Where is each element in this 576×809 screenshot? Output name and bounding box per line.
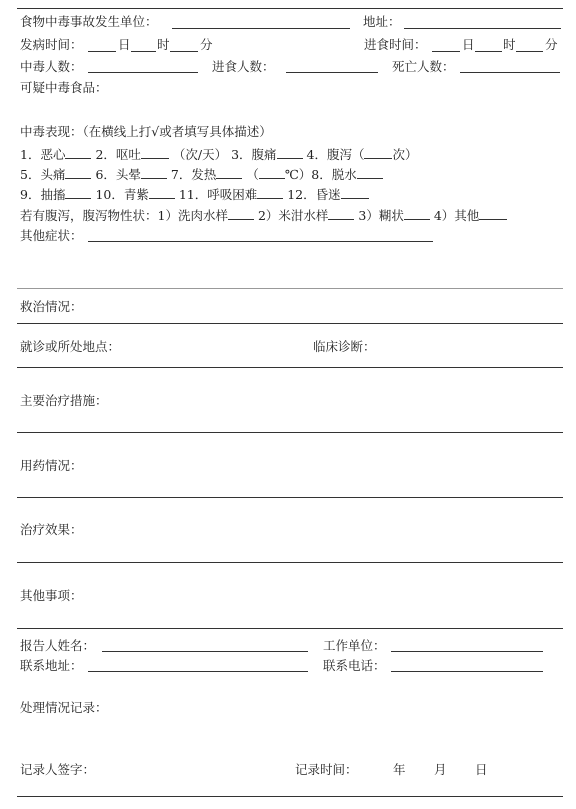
onset-day-unit: 日 xyxy=(118,37,131,52)
diarrhea-type-4: 4）其他 xyxy=(433,208,480,223)
divider-7 xyxy=(17,628,563,629)
symptom-dizziness: 6．头晕 xyxy=(95,167,141,182)
poisoned-count-label: 中毒人数： xyxy=(20,59,83,74)
intake-minute-unit: 分 xyxy=(545,37,558,52)
intake-hour-field[interactable] xyxy=(475,51,502,52)
symptom-diarrhea: 4．腹泻（ xyxy=(306,147,365,162)
nausea-field[interactable] xyxy=(65,146,91,159)
diarrhea-nature-row xyxy=(20,207,507,224)
top-rule xyxy=(17,8,563,9)
onset-minute-unit: 分 xyxy=(200,37,213,52)
divider-2 xyxy=(17,323,563,324)
diarrhea-type-1-field[interactable] xyxy=(228,207,254,220)
record-day: 日 xyxy=(475,762,488,777)
work-unit-label: 工作单位： xyxy=(323,638,386,653)
reporter-name-label: 报告人姓名： xyxy=(20,638,96,653)
abdominal-pain-field[interactable] xyxy=(277,146,303,159)
cyanosis-field[interactable] xyxy=(149,186,175,199)
other-symptoms-label: 其他症状： xyxy=(20,228,83,243)
rescue-label: 救治情况： xyxy=(20,299,83,314)
accident-unit-field[interactable] xyxy=(172,28,350,29)
diarrhea-type-2-field[interactable] xyxy=(328,207,354,220)
symptom-coma: 12．昏迷 xyxy=(287,187,341,202)
diarrhea-type-2: 2）米泔水样 xyxy=(257,208,329,223)
divider-6 xyxy=(17,562,563,563)
dehydration-field[interactable] xyxy=(357,166,383,179)
contact-address-label: 联系地址： xyxy=(20,658,83,673)
clinical-diagnosis-label: 临床诊断： xyxy=(313,339,376,354)
divider-4 xyxy=(17,432,563,433)
onset-hour-field[interactable] xyxy=(131,51,156,52)
symptom-convulsion: 9．抽搐 xyxy=(20,187,66,202)
bottom-rule xyxy=(17,796,563,797)
symptom-fever: 7．发热 xyxy=(170,167,217,182)
symptoms-title: 中毒表现：（在横线上打√或者填写具体描述） xyxy=(20,124,272,139)
intake-time-label: 进食时间： xyxy=(364,37,427,52)
contact-phone-label: 联系电话： xyxy=(323,658,386,673)
symptom-cyanosis: 10．青紫 xyxy=(95,187,149,202)
dead-count-field[interactable] xyxy=(460,72,560,73)
symptoms-row-3 xyxy=(20,186,369,203)
onset-hour-unit: 时 xyxy=(157,37,170,52)
eaten-count-field[interactable] xyxy=(286,72,378,73)
symptoms-row-2 xyxy=(20,166,383,183)
suspect-food-label: 可疑中毒食品： xyxy=(20,80,108,95)
record-year: 年 xyxy=(393,762,406,777)
coma-field[interactable] xyxy=(341,186,369,199)
diarrhea-type-4-field[interactable] xyxy=(479,207,507,220)
recorder-signature-label: 记录人签字： xyxy=(20,762,96,777)
poisoned-count-field[interactable] xyxy=(88,72,198,73)
dead-count-label: 死亡人数： xyxy=(392,59,455,74)
other-symptoms-field[interactable] xyxy=(88,241,433,242)
intake-minute-field[interactable] xyxy=(516,51,543,52)
symptom-abdominal-pain: 3．腹痛 xyxy=(231,147,277,162)
fever-temp-field[interactable] xyxy=(259,166,285,179)
diarrhea-nature-label: 若有腹泻，腹泻物性状： xyxy=(20,208,158,223)
address-label: 地址： xyxy=(363,14,401,29)
divider-5 xyxy=(17,497,563,498)
intake-day-field[interactable] xyxy=(432,51,460,52)
dyspnea-field[interactable] xyxy=(257,186,283,199)
symptoms-row-1 xyxy=(20,146,417,163)
record-time-label: 记录时间： xyxy=(295,762,358,777)
eaten-count-label: 进食人数： xyxy=(212,59,275,74)
fever-unit-dehydration: ℃）8．脱水 xyxy=(284,167,357,182)
reporter-name-field[interactable] xyxy=(102,651,308,652)
symptom-vomit: 2．呕吐 xyxy=(95,147,141,162)
handling-record-label: 处理情况记录： xyxy=(20,700,108,715)
accident-unit-label: 食物中毒事故发生单位： xyxy=(20,14,158,29)
dizziness-field[interactable] xyxy=(141,166,167,179)
medication-label: 用药情况： xyxy=(20,458,83,473)
divider-3 xyxy=(17,367,563,368)
symptom-dyspnea: 11．呼吸困难 xyxy=(178,187,258,202)
intake-day-unit: 日 xyxy=(462,37,475,52)
diarrhea-count-field[interactable] xyxy=(364,146,392,159)
symptom-headache: 5．头痛 xyxy=(20,167,66,182)
vomit-field[interactable] xyxy=(141,146,169,159)
diarrhea-type-3-field[interactable] xyxy=(404,207,430,220)
contact-phone-field[interactable] xyxy=(391,671,543,672)
onset-minute-field[interactable] xyxy=(170,51,198,52)
onset-day-field[interactable] xyxy=(88,51,116,52)
contact-address-field[interactable] xyxy=(88,671,308,672)
other-matters-label: 其他事项： xyxy=(20,588,83,603)
divider-1 xyxy=(17,288,563,289)
diarrhea-unit: 次） xyxy=(392,147,418,162)
onset-time-label: 发病时间： xyxy=(20,37,83,52)
fever-field[interactable] xyxy=(216,166,242,179)
convulsion-field[interactable] xyxy=(65,186,91,199)
diarrhea-type-3: 3）糊状 xyxy=(358,208,404,223)
headache-field[interactable] xyxy=(65,166,91,179)
intake-hour-unit: 时 xyxy=(503,37,516,52)
visit-place-label: 就诊或所处地点： xyxy=(20,339,121,354)
record-month: 月 xyxy=(434,762,447,777)
symptom-nausea: 1．恶心 xyxy=(20,147,66,162)
treatment-label: 主要治疗措施： xyxy=(20,393,108,408)
fever-open: （ xyxy=(246,167,259,182)
work-unit-field[interactable] xyxy=(391,651,543,652)
address-field[interactable] xyxy=(404,28,561,29)
diarrhea-type-1: 1）洗肉水样 xyxy=(157,208,228,223)
vomit-unit: （次/天） xyxy=(172,147,228,162)
effect-label: 治疗效果： xyxy=(20,522,83,537)
